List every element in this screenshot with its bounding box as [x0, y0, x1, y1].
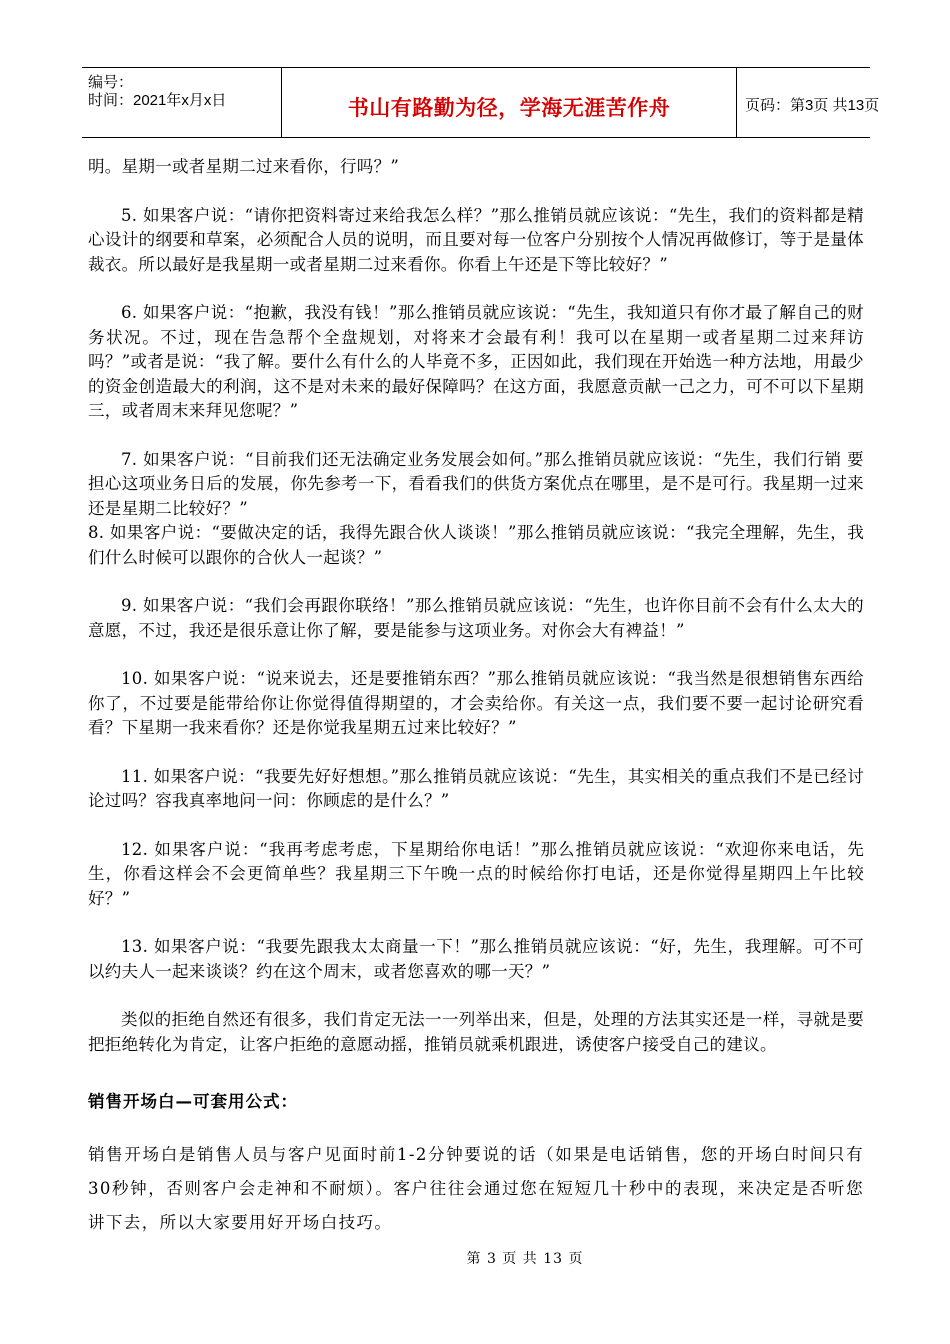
- section-body: 销售开场白是销售人员与客户见面时前1-2分钟要说的话（如果是电话销售，您的开场白时间只有30秒钟，否则客户会走神和不耐烦）。客户往往会通过您在短短几十秒中的表现，来决定是否听您讲下去，所以大家要用好开场白技巧。: [88, 1145, 864, 1232]
- paragraph-summary: 类似的拒绝自然还有很多，我们肯定无法一一列举出来，但是，处理的方法其实还是一样，寻就是要把拒绝转化为肯定，让客户拒绝的意愿动摇，推销员就乘机跟进，诱使客户接受自己的建议。: [88, 1010, 864, 1054]
- paragraph-item-7: 7. 如果客户说：“目前我们还无法确定业务发展会如何。”那么推销员就应该说：“先生，我们行销 要担心这项业务日后的发展，你先参考一下，看看我们的供货方案优点在哪里，是不是可行。我星期一过来还是星期二比较好？”: [88, 449, 864, 518]
- paragraph-item-9: 9. 如果客户说：“我们会再跟你联络！”那么推销员就应该说：“先生，也许你目前不会有什么太大的意愿，不过，我还是很乐意让你了解，要是能参与这项业务。对你会大有裨益！”: [88, 596, 864, 640]
- header-info-cell: [82, 68, 282, 137]
- page-header: [82, 67, 880, 138]
- header-page-cell: [737, 68, 880, 137]
- page-number-label: 页码：第3页 共13页: [745, 97, 880, 114]
- paragraph-item-5: 5. 如果客户说：“请你把资料寄过来给我怎么样？”那么推销员就应该说：“先生，我们的资料都是精心设计的纲要和草案，必须配合人员的说明，而且要对每一位客户分别按个人情况再做修订，等于是量体裁衣。所以最好是我星期一或者星期二过来看你。你看上午还是下等比较好？”: [88, 205, 864, 274]
- paragraph-item-12: 12. 如果客户说：“我再考虑考虑，下星期给你电话！”那么推销员就应该说：“欢迎你来电话，先生，你看这样会不会更简单些？我星期三下午晚一点的时候给你打电话，还是你觉得星期四上午比较好？”: [88, 839, 864, 908]
- document-body: [88, 155, 864, 1057]
- number-label: 编号：: [88, 74, 134, 91]
- paragraph-item-10: 10. 如果客户说：“说来说去，还是要推销东西？”那么推销员就应该说：“我当然是很想销售东西给你了，不过要是能带给你让你觉得值得期望的，才会卖给你。有关这一点，我们要不要一起讨论研究看看？下星期一我来看你？还是你觉我星期五过来比较好？”: [88, 669, 864, 737]
- section-heading: 销售开场白—可套用公式：: [88, 1092, 298, 1111]
- page-footer: 第 3 页 共 13 页: [466, 1251, 584, 1267]
- date-label: 时间：2021年x月x日: [88, 92, 227, 109]
- paragraph-continuation: 明。星期一或者星期二过来看你，行吗？”: [88, 157, 400, 176]
- paragraph-item-11: 11. 如果客户说：“我要先好好想想。”那么推销员就应该说：“先生，其实相关的重点我们不是已经讨论过吗？容我真率地问一问：你顾虑的是什么？”: [88, 766, 864, 810]
- header-motto-cell: [282, 68, 737, 137]
- motto-text: 书山有路勤为径，学海无涯苦作舟: [347, 96, 671, 120]
- paragraph-item-8: 8. 如果客户说：“要做决定的话，我得先跟合伙人谈谈！”那么推销员就应该说：“我完全理解，先生，我们什么时候可以跟你的合伙人一起谈？”: [88, 523, 864, 567]
- paragraph-item-13: 13. 如果客户说：“我要先跟我太太商量一下！”那么推销员就应该说：“好，先生，我理解。可不可以约夫人一起来谈谈？约在这个周末，或者您喜欢的哪一天？”: [88, 937, 864, 981]
- paragraph-item-6: 6. 如果客户说：“抱歉，我没有钱！”那么推销员就应该说：“先生，我知道只有你才最了解自己的财务状况。不过，现在告急帮个全盘规划，对将来才会最有利！我可以在星期一或者星期二过来拜访吗？”或者是说：“我了解。要什么有什么的人毕竟不多，正因如此，我们现在开始选一种方法地，用最少的资金创造最大的利润，这不是对未来的最好保障吗？在这方面，我愿意贡献一己之力，可不可以下星期三，或者周末来拜见您呢？”: [88, 303, 864, 420]
